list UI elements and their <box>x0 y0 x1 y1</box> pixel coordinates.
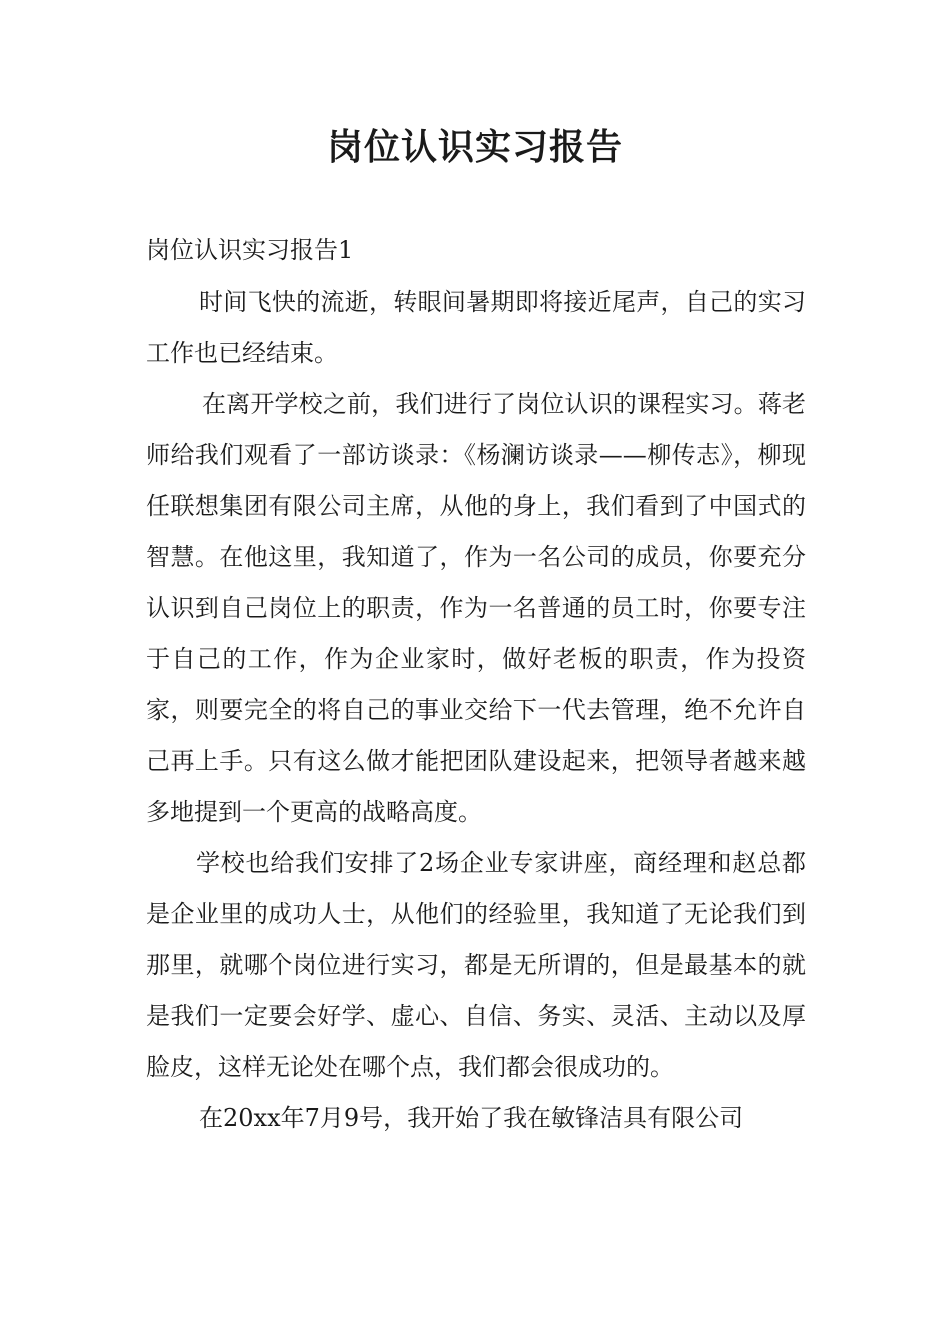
paragraph-1: 时间飞快的流逝，转眼间暑期即将接近尾声，自己的实习工作也已经结束。 <box>146 288 806 367</box>
paragraph-3: 学校也给我们安排了2场企业专家讲座，商经理和赵总都是企业里的成功人士，从他们的经验里，我知道了无论我们到那里，就哪个岗位进行实习，都是无所谓的，但是最基本的就是我们一定要会好学、虚心、自信、务实、灵活、主动以及厚脸皮，这样无论处在哪个点，我们都会很成功的。 <box>146 849 806 1081</box>
paragraph-4: 在20xx年7月9号，我开始了我在敏锋洁具有限公司 <box>199 1104 744 1132</box>
document-body <box>146 226 806 1144</box>
document-title: 岗位认识实习报告 <box>326 127 623 168</box>
paragraph-2: 在离开学校之前，我们进行了岗位认识的课程实习。蒋老师给我们观看了一部访谈录：《杨澜访谈录——柳传志》，柳现任联想集团有限公司主席，从他的身上，我们看到了中国式的智慧。在他这里，我知道了，作为一名公司的成员，你要充分认识到自己岗位上的职责，作为一名普通的员工时，你要专注于自己的工作，作为企业家时，做好老板的职责，作为投资家，则要完全的将自己的事业交给下一代去管理，绝不允许自己再上手。只有这么做才能把团队建设起来，把领导者越来越多地提到一个更高的战略高度。 <box>146 390 806 826</box>
section-heading: 岗位认识实习报告1 <box>146 236 354 264</box>
